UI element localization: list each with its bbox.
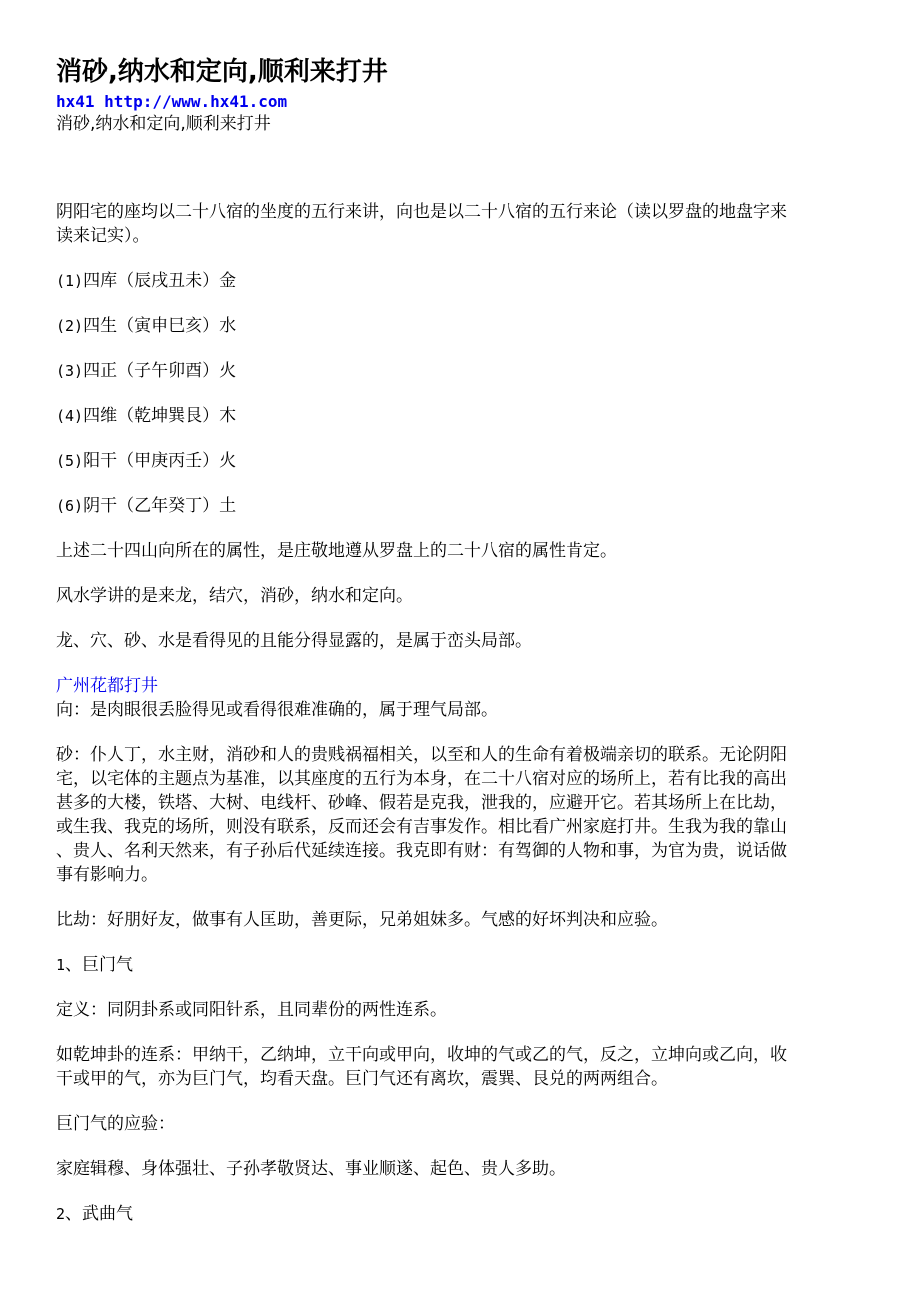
sha-line: 甚多的大楼，铁塔、大树、电线杆、砂峰、假若是克我，泄我的，应避开它。若其场所上在比劫，: [56, 793, 787, 813]
intro-paragraph: [56, 200, 860, 248]
sha-line: 砂：仆人丁，水主财，消砂和人的贵贱祸福相关，以至和人的生命有着极端亲切的联系。无论阴阳: [56, 745, 787, 765]
sha-line: 事有影响力。: [56, 865, 158, 885]
yingyan-paragraph: 巨门气的应验：: [56, 1114, 175, 1134]
intro-line: 阴阳宅的座均以二十八宿的坐度的五行来讲，向也是以二十八宿的五行来论（读以罗盘的地盘字来: [56, 202, 787, 222]
section-heading-wuqu: [56, 1202, 860, 1226]
list-item: [56, 359, 860, 383]
document-subtitle: 消砂,纳水和定向,顺利来打井: [56, 114, 271, 134]
list-item: [56, 449, 860, 473]
sha-line: 、贵人、名利天然来，有子孙后代延续连接。我克即有财：有驾御的人物和事，为官为贵，说话做: [56, 841, 787, 861]
heading-number: 2: [56, 1205, 66, 1223]
item-number: (3): [56, 362, 84, 380]
item-number: (5): [56, 452, 84, 470]
loutou-paragraph: 龙、穴、砂、水是看得见的且能分得显露的，是属于峦头局部。: [56, 631, 532, 651]
item-text: 阳干（甲庚丙壬）火: [83, 451, 237, 471]
fengshui-paragraph: 风水学讲的是来龙，结穴，消砂，纳水和定向。: [56, 586, 413, 606]
item-text: 四生（寅申巳亥）水: [83, 316, 237, 336]
example-paragraph: [56, 1043, 860, 1091]
example-line: 如乾坤卦的连系：甲纳干，乙纳坤，立干向或甲向，收坤的气或乙的气，反之，立坤向或乙向，收: [56, 1045, 787, 1065]
heading-number: 1: [56, 956, 66, 974]
list-item: [56, 314, 860, 338]
article-body: [56, 200, 860, 1247]
jiating-paragraph: 家庭辑穆、身体强壮、子孙孝敬贤达、事业顺遂、起色、贵人多助。: [56, 1159, 566, 1179]
xiang-paragraph: 向：是肉眼很丢脸得见或看得很难准确的，属于理气局部。: [56, 700, 498, 720]
item-text: 阴干（乙年癸丁）土: [83, 496, 237, 516]
intro-line: 读来记实）。: [56, 226, 150, 246]
ad-link[interactable]: 广州花都打井: [56, 676, 158, 696]
item-text: 四正（子午卯酉）火: [83, 361, 237, 381]
definition-paragraph: 定义：同阴卦系或同阳针系，且同辈份的两性连系。: [56, 1000, 447, 1020]
list-item: [56, 494, 860, 518]
site-link[interactable]: hx41 http://www.hx41.com: [56, 92, 288, 111]
item-number: (4): [56, 407, 84, 425]
sha-line: 或生我、我克的场所，则没有联系，反而还会有吉事发作。相比看广州家庭打井。生我为我的靠山: [56, 817, 787, 837]
item-number: (2): [56, 317, 84, 335]
document-title: 消砂,纳水和定向,顺利来打井: [56, 57, 388, 87]
sha-paragraph: [56, 743, 860, 887]
item-number: (1): [56, 272, 84, 290]
sha-line: 宅，以宅体的主题点为基准，以其座度的五行为本身，在二十八宿对应的场所上，若有比我的高出: [56, 769, 787, 789]
list-item: [56, 404, 860, 428]
example-line: 干或甲的气，亦为巨门气，均看天盘。巨门气还有离坎，震巽、艮兑的两两组合。: [56, 1069, 668, 1089]
attribute-paragraph: 上述二十四山向所在的属性，是庄敬地遵从罗盘上的二十八宿的属性肯定。: [56, 541, 617, 561]
heading-text: 、巨门气: [65, 955, 134, 975]
item-number: (6): [56, 497, 84, 515]
item-text: 四库（辰戌丑未）金: [83, 271, 237, 291]
list-item: [56, 269, 860, 293]
bijie-paragraph: 比劫：好朋好友，做事有人匡助，善更际，兄弟姐妹多。气感的好坏判决和应验。: [56, 910, 668, 930]
item-text: 四维（乾坤巽艮）木: [83, 406, 237, 426]
section-heading-jumen: [56, 953, 860, 977]
heading-text: 、武曲气: [65, 1204, 134, 1224]
